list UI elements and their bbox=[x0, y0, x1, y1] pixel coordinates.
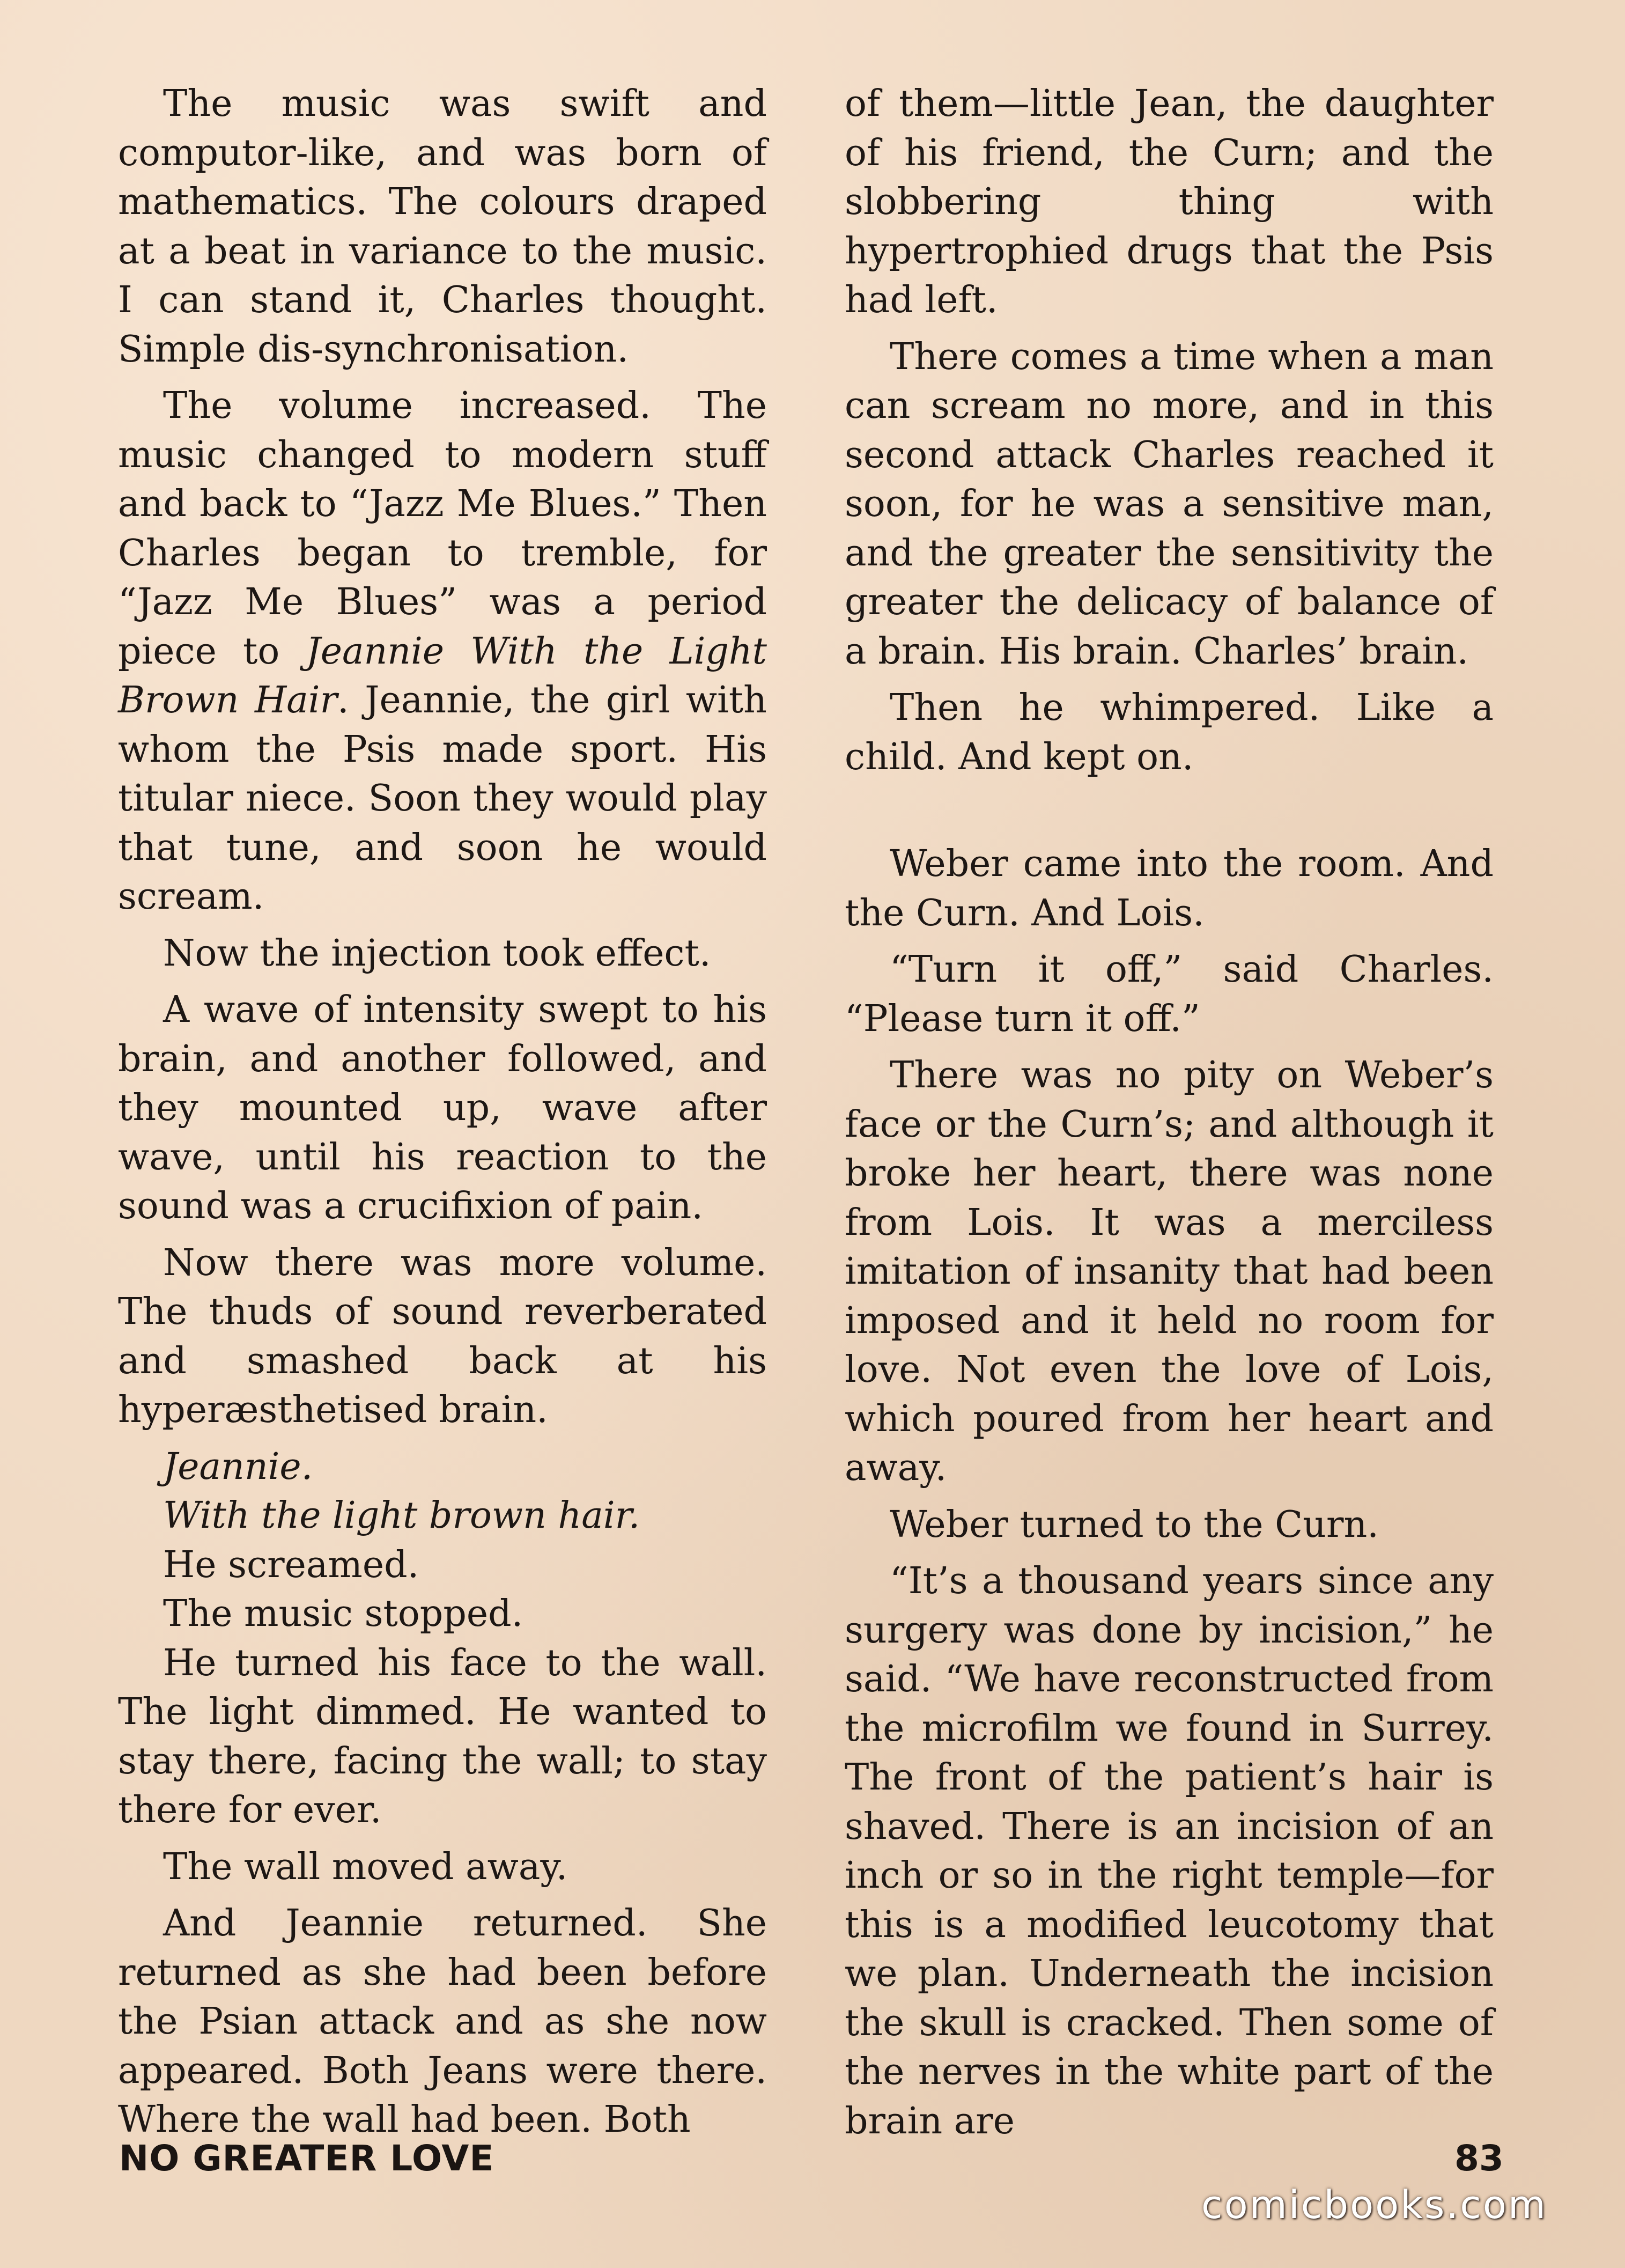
paragraph: “It’s a thousand years since any surgery was done by incision,” he said. “We have reconstructed from the microfilm we found in Surrey. The front of the patient’s hair is shaved. There is an incision of an inch or so in the right temple—for this is a modified leucotomy that we plan. Underneath the incision the skull is cracked. Then some of the nerves in the white part of the brain are bbox=[845, 1560, 1494, 2142]
paragraph: The music stopped. bbox=[163, 1593, 523, 1635]
paragraph-text: The volume increased. The music changed to modern stuff and back to “Jazz Me Blues.” Then Charles began to tremble, for “Jazz Me Blues” was a period piece to bbox=[118, 385, 767, 673]
paragraph: A wave of intensity swept to his brain, and another followed, and they mounted up, wave after wave, until his reaction to the sound was a crucifixion of pain. bbox=[118, 989, 767, 1227]
paragraph: There comes a time when a man can scream no more, and in this second attack Charles reached it soon, for he was a sensitive man, and the greater the sensitivity the greater the delicacy of balance of a brain. His brain. Charles’ brain. bbox=[845, 335, 1494, 673]
italic-text: With the light brown hair. bbox=[163, 1494, 640, 1537]
paragraph: “Turn it off,” said Charles. “Please turn it off.” bbox=[845, 948, 1494, 1040]
paragraph: Then he whimpered. Like a child. And kept on. bbox=[845, 687, 1494, 778]
paragraph: Now there was more volume. The thuds of sound reverberated and smashed back at his hyperæsthetised brain. bbox=[118, 1241, 767, 1431]
running-footer-title: NO GREATER LOVE bbox=[119, 2138, 494, 2179]
italic-text: Jeannie. bbox=[163, 1445, 313, 1488]
paragraph: Weber came into the room. And the Curn. And Lois. bbox=[845, 843, 1494, 934]
right-text-column bbox=[845, 79, 1494, 2153]
paragraph: He turned his face to the wall. The light dimmed. He wanted to stay there, facing the wall; to stay there for ever. bbox=[118, 1641, 767, 1831]
italic-line bbox=[118, 1442, 767, 1492]
paragraph bbox=[118, 381, 767, 922]
left-text-column bbox=[118, 79, 767, 2152]
watermark-text: comicbooks.com bbox=[1201, 2182, 1548, 2227]
paragraph: The music was swift and computor-like, and was born of mathematics. The colours draped at a beat in variance to the music. I can stand it, Charles thought. Simple dis-synchronisation. bbox=[118, 83, 767, 371]
song-title-italic: Jeannie With the Light Brown Hair bbox=[118, 630, 767, 721]
paragraph: Now the injection took effect. bbox=[163, 932, 711, 975]
paragraph: And Jeannie returned. She returned as she had been before the Psian attack and as she now appeared. Both Jeans were there. Where the wall had been. Both bbox=[118, 1902, 767, 2141]
paragraph: He screamed. bbox=[163, 1543, 419, 1586]
page-number: 83 bbox=[1454, 2138, 1504, 2179]
paragraph-text: . Jeannie, the girl with whom the Psis made sport. His titular niece. Soon they would play that tune, and soon he would scream. bbox=[118, 679, 767, 918]
paragraph-continued: of them—little Jean, the daughter of his friend, the Curn; and the slobbering thing with hypertrophied drugs that the Psis had left. bbox=[845, 83, 1494, 321]
paragraph: Weber turned to the Curn. bbox=[890, 1503, 1379, 1546]
paragraph: There was no pity on Weber’s face or the Curn’s; and although it broke her heart, there was none from Lois. It was a merciless imitation of insanity that had been imposed and it held no room for love. Not even the love of Lois, which poured from her heart and away. bbox=[845, 1054, 1494, 1489]
paragraph: The wall moved away. bbox=[163, 1845, 568, 1888]
italic-line bbox=[118, 1491, 767, 1541]
